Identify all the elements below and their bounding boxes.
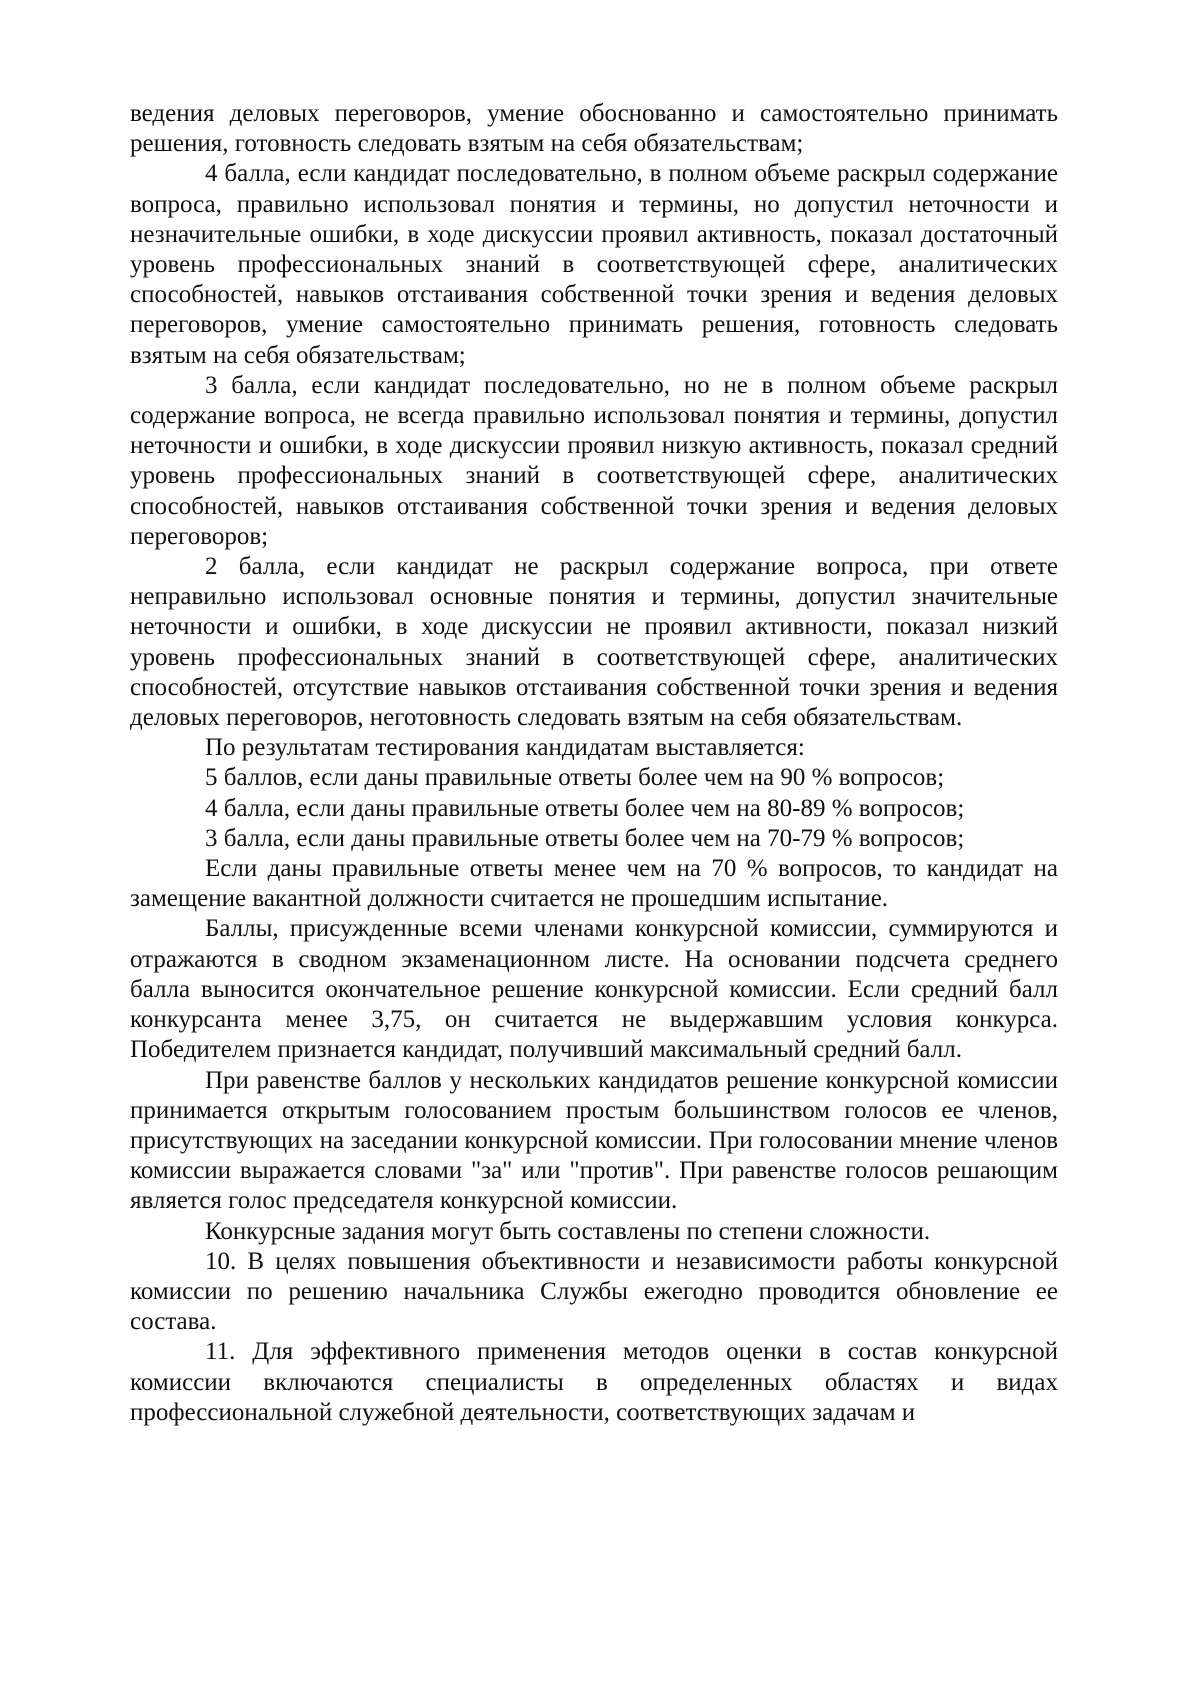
paragraph-continuation: ведения деловых переговоров, умение обоснованно и самостоятельно принимать решения, готовность следовать взятым на себя обязательствам; bbox=[130, 100, 1058, 158]
paragraph-score-2-interview: 2 балла, если кандидат не раскрыл содержание вопроса, при ответе неправильно использовал основные понятия и термины, допустил значительные неточности и ошибки, в ходе дискуссии не проявил активности, показал низкий уровень профессиональных знаний в соответствующей сфере, аналитических способностей, отсутствие навыков отстаивания собственной точки зрения и ведения деловых переговоров, неготовность следовать взятым на себя обязательствам. bbox=[130, 553, 1058, 732]
paragraph-testing-score-3: 3 балла, если даны правильные ответы более чем на 70-79 % вопросов; bbox=[205, 824, 965, 852]
document-body bbox=[130, 99, 1058, 1428]
paragraph-item-11: 11. Для эффективного применения методов оценки в состав конкурсной комиссии включаются специалисты в определенных областях и видах профессиональной служебной деятельности, соответствующих задачам и bbox=[130, 1338, 1058, 1426]
paragraph-item-10: 10. В целях повышения объективности и независимости работы конкурсной комиссии по решению начальника Службы ежегодно проводится обновление ее состава. bbox=[130, 1247, 1058, 1336]
paragraph-score-4-interview: 4 балла, если кандидат последовательно, в полном объеме раскрыл содержание вопроса, правильно использовал понятия и термины, но допустил неточности и незначительные ошибки, в ходе дискуссии проявил активность, показал достаточный уровень профессиональных знаний в соответствующей сфере, аналитических способностей, навыков отстаивания собственной точки зрения и ведения деловых переговоров, умение самостоятельно принимать решения, готовность следовать взятым на себя обязательствам; bbox=[130, 160, 1058, 369]
paragraph-testing-fail: Если даны правильные ответы менее чем на 70 % вопросов, то кандидат на замещение вакантной должности считается не прошедшим испытание. bbox=[130, 855, 1058, 913]
paragraph-score-summary: Баллы, присужденные всеми членами конкурсной комиссии, суммируются и отражаются в сводном экзаменационном листе. На основании подсчета среднего балла выносится окончательное решение конкурсной комиссии. Если средний балл конкурсанта менее 3,75, он считается не выдержавшим условия конкурса. Победителем признается кандидат, получивший максимальный средний балл. bbox=[130, 915, 1058, 1064]
paragraph-task-complexity: Конкурсные задания могут быть составлены по степени сложности. bbox=[205, 1217, 931, 1245]
paragraph-testing-intro: По результатам тестирования кандидатам выставляется: bbox=[205, 734, 805, 762]
paragraph-testing-score-5: 5 баллов, если даны правильные ответы более чем на 90 % вопросов; bbox=[205, 764, 945, 792]
paragraph-testing-score-4: 4 балла, если даны правильные ответы более чем на 80-89 % вопросов; bbox=[205, 794, 965, 822]
paragraph-tie-vote: При равенстве баллов у нескольких кандидатов решение конкурсной комиссии принимается открытым голосованием простым большинством голосов ее членов, присутствующих на заседании конкурсной комиссии. При голосовании мнение членов комиссии выражается словами "за" или "против". При равенстве голосов решающим является голос председателя конкурсной комиссии. bbox=[130, 1066, 1058, 1215]
paragraph-score-3-interview: 3 балла, если кандидат последовательно, но не в полном объеме раскрыл содержание вопроса, не всегда правильно использовал понятия и термины, допустил неточности и ошибки, в ходе дискуссии проявил низкую активность, показал средний уровень профессиональных знаний в соответствующей сфере, аналитических способностей, навыков отстаивания собственной точки зрения и ведения деловых переговоров; bbox=[130, 371, 1058, 550]
